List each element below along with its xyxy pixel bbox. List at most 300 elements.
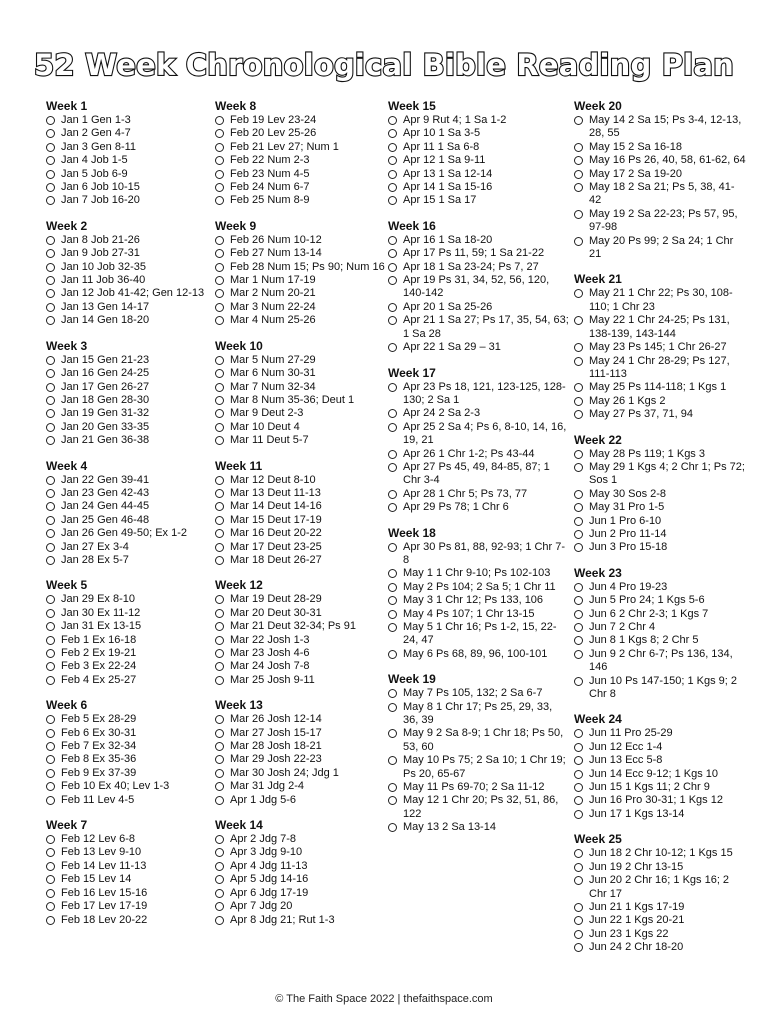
- reading-passage: Jdg 14-16: [259, 873, 309, 886]
- checkbox-circle-icon[interactable]: [46, 636, 55, 645]
- checkbox-circle-icon[interactable]: [574, 156, 583, 165]
- reading-passage: 1 Sa 29 – 31: [438, 341, 501, 354]
- reading-passage: Num 20-21: [261, 287, 316, 300]
- checkbox-circle-icon[interactable]: [388, 276, 397, 285]
- checkbox-circle-icon[interactable]: [46, 170, 55, 179]
- checkbox-circle-icon[interactable]: [574, 410, 583, 419]
- checkbox-circle-icon[interactable]: [574, 650, 583, 659]
- checkbox-circle-icon[interactable]: [388, 463, 397, 472]
- checkbox-circle-icon[interactable]: [46, 303, 55, 312]
- checkbox-circle-icon[interactable]: [388, 610, 397, 619]
- checkbox-circle-icon[interactable]: [574, 596, 583, 605]
- checkbox-circle-icon[interactable]: [46, 236, 55, 245]
- checkbox-circle-icon[interactable]: [215, 835, 224, 844]
- checkbox-circle-icon[interactable]: [46, 436, 55, 445]
- checkbox-circle-icon[interactable]: [46, 423, 55, 432]
- reading-passage: 2 Sa 16-18: [628, 140, 682, 153]
- checkbox-circle-icon[interactable]: [46, 595, 55, 604]
- checkbox-circle-icon[interactable]: [215, 396, 224, 405]
- week-block: [574, 433, 746, 555]
- week-block: [215, 99, 385, 208]
- checkbox-circle-icon[interactable]: [574, 170, 583, 179]
- checkbox-circle-icon[interactable]: [574, 357, 583, 366]
- reading-row: [388, 794, 570, 821]
- checkbox-circle-icon[interactable]: [574, 397, 583, 406]
- reading-date: Jun 15: [589, 781, 623, 794]
- reading-row: [215, 593, 385, 606]
- checkbox-circle-icon[interactable]: [46, 516, 55, 525]
- checkbox-circle-icon[interactable]: [215, 476, 224, 485]
- reading-passage: Num 13-14: [267, 247, 322, 260]
- checkbox-circle-icon[interactable]: [388, 689, 397, 698]
- reading-row: [215, 674, 385, 687]
- checkbox-circle-icon[interactable]: [388, 503, 397, 512]
- reading-date: May 19: [589, 207, 626, 220]
- reading-passage: 1 Sa 9-11: [438, 154, 486, 167]
- reading-passage: Ex 28-29: [92, 713, 137, 726]
- reading-passage: Jdg 20: [259, 900, 293, 913]
- reading-row: [574, 208, 746, 235]
- reading-row: [46, 261, 208, 274]
- checkbox-circle-icon[interactable]: [215, 529, 224, 538]
- reading-passage: 1 Sa 6-8: [437, 140, 480, 153]
- checkbox-circle-icon[interactable]: [388, 236, 397, 245]
- checkbox-circle-icon[interactable]: [46, 183, 55, 192]
- reading-row: [46, 767, 208, 780]
- checkbox-circle-icon[interactable]: [388, 569, 397, 578]
- checkbox-circle-icon[interactable]: [388, 143, 397, 152]
- week-block: [388, 526, 570, 662]
- column-4: [574, 99, 746, 966]
- checkbox-circle-icon[interactable]: [388, 650, 397, 659]
- reading-row: [388, 754, 570, 781]
- checkbox-circle-icon[interactable]: [46, 263, 55, 272]
- checkbox-circle-icon[interactable]: [215, 383, 224, 392]
- reading-date: Feb 3: [61, 660, 90, 673]
- checkbox-circle-icon[interactable]: [388, 170, 397, 179]
- checkbox-circle-icon[interactable]: [574, 543, 583, 552]
- checkbox-circle-icon[interactable]: [46, 476, 55, 485]
- reading-passage: Ecc 9-12; 1 Kgs 10: [625, 767, 719, 780]
- reading-date: May 21: [589, 287, 626, 300]
- reading-row: [388, 727, 570, 754]
- checkbox-circle-icon[interactable]: [574, 729, 583, 738]
- reading-passage: Deut 5-7: [266, 434, 309, 447]
- reading-row: [46, 887, 208, 900]
- checkbox-circle-icon[interactable]: [215, 316, 224, 325]
- checkbox-circle-icon[interactable]: [574, 756, 583, 765]
- checkbox-circle-icon[interactable]: [215, 516, 224, 525]
- checkbox-circle-icon[interactable]: [215, 276, 224, 285]
- reading-passage: Deut 30-31: [267, 606, 322, 619]
- checkbox-circle-icon[interactable]: [574, 930, 583, 939]
- reading-row: [574, 448, 746, 461]
- reading-date: Feb 23: [230, 167, 265, 180]
- reading-date: Apr 11: [403, 140, 435, 153]
- reading-passage: 2 Sa 2-3: [438, 407, 481, 420]
- checkbox-circle-icon[interactable]: [46, 196, 55, 205]
- reading-date: Feb 25: [230, 194, 265, 207]
- reading-row: [574, 408, 746, 421]
- reading-row: [46, 141, 208, 154]
- checkbox-circle-icon[interactable]: [215, 129, 224, 138]
- reading-date: Mar 30: [230, 766, 265, 779]
- reading-row: [215, 527, 385, 540]
- reading-date: Mar 15: [230, 513, 265, 526]
- checkbox-circle-icon[interactable]: [215, 715, 224, 724]
- checkbox-circle-icon[interactable]: [215, 409, 224, 418]
- reading-passage: 1 Sa 15-16: [438, 181, 493, 194]
- checkbox-circle-icon[interactable]: [215, 782, 224, 791]
- reading-date: Jun 8: [589, 634, 616, 647]
- checkbox-circle-icon[interactable]: [215, 769, 224, 778]
- checkbox-circle-icon[interactable]: [215, 848, 224, 857]
- reading-passage: Jdg 5-6: [259, 793, 297, 806]
- reading-passage: 2 Chr 4: [618, 621, 656, 633]
- reading-passage: Ps 114-118; 1 Kgs 1: [628, 381, 727, 394]
- checkbox-circle-icon[interactable]: [46, 143, 55, 152]
- reading-date: Feb 28: [230, 260, 265, 273]
- reading-row: [215, 181, 385, 194]
- reading-passage: Num 8-9: [267, 194, 310, 207]
- checkbox-circle-icon[interactable]: [388, 543, 397, 552]
- checkbox-circle-icon[interactable]: [388, 116, 397, 125]
- reading-row: [215, 487, 385, 500]
- checkbox-circle-icon[interactable]: [215, 143, 224, 152]
- reading-row: [215, 301, 385, 314]
- checkbox-circle-icon[interactable]: [574, 463, 583, 472]
- reading-row: [574, 621, 746, 634]
- checkbox-circle-icon[interactable]: [388, 796, 397, 805]
- checkbox-circle-icon[interactable]: [574, 530, 583, 539]
- reading-date: May 23: [589, 341, 626, 354]
- reading-passage: Deut 4: [267, 420, 300, 433]
- checkbox-circle-icon[interactable]: [215, 170, 224, 179]
- checkbox-circle-icon[interactable]: [388, 263, 397, 272]
- reading-row: [215, 287, 385, 300]
- week-block: [215, 219, 385, 328]
- checkbox-circle-icon[interactable]: [215, 423, 224, 432]
- checkbox-circle-icon[interactable]: [46, 383, 55, 392]
- reading-row: [215, 247, 385, 260]
- reading-date: Mar 11: [230, 434, 264, 447]
- checkbox-circle-icon[interactable]: [574, 903, 583, 912]
- checkbox-circle-icon[interactable]: [574, 490, 583, 499]
- checkbox-circle-icon[interactable]: [46, 369, 55, 378]
- reading-row: [388, 194, 570, 207]
- reading-row: [46, 514, 208, 527]
- reading-date: Jun 5: [589, 594, 616, 607]
- checkbox-circle-icon[interactable]: [215, 436, 224, 445]
- checkbox-circle-icon[interactable]: [215, 595, 224, 604]
- checkbox-circle-icon[interactable]: [46, 875, 55, 884]
- reading-date: May 6: [403, 647, 433, 660]
- reading-date: Apr 18: [403, 260, 436, 273]
- reading-row: [46, 554, 208, 567]
- reading-date: Apr 4: [230, 859, 257, 872]
- checkbox-circle-icon[interactable]: [388, 303, 397, 312]
- reading-passage: Pro 6-10: [618, 514, 662, 527]
- checkbox-circle-icon[interactable]: [215, 609, 224, 618]
- checkbox-circle-icon[interactable]: [574, 876, 583, 885]
- checkbox-circle-icon[interactable]: [215, 662, 224, 671]
- checkbox-circle-icon[interactable]: [46, 609, 55, 618]
- checkbox-circle-icon[interactable]: [46, 916, 55, 925]
- checkbox-circle-icon[interactable]: [215, 916, 224, 925]
- column-2: [215, 99, 385, 938]
- reading-date: Feb 16: [61, 886, 96, 899]
- checkbox-circle-icon[interactable]: [46, 769, 55, 778]
- checkbox-circle-icon[interactable]: [388, 423, 397, 432]
- checkbox-circle-icon[interactable]: [388, 783, 397, 792]
- checkbox-circle-icon[interactable]: [46, 396, 55, 405]
- checkbox-circle-icon[interactable]: [388, 729, 397, 738]
- checkbox-circle-icon[interactable]: [46, 796, 55, 805]
- checkbox-circle-icon[interactable]: [46, 862, 55, 871]
- checkbox-circle-icon[interactable]: [388, 490, 397, 499]
- checkbox-circle-icon[interactable]: [46, 742, 55, 751]
- checkbox-circle-icon[interactable]: [215, 263, 224, 272]
- checkbox-circle-icon[interactable]: [46, 662, 55, 671]
- checkbox-circle-icon[interactable]: [574, 517, 583, 526]
- checkbox-circle-icon[interactable]: [215, 889, 224, 898]
- reading-date: Mar 19: [230, 593, 265, 606]
- reading-date: Jun 7: [589, 621, 616, 633]
- checkbox-circle-icon[interactable]: [46, 649, 55, 658]
- reading-date: Mar 1: [230, 274, 259, 287]
- reading-passage: Ps 104; 2 Sa 5; 1 Chr 11: [436, 580, 556, 593]
- checkbox-circle-icon[interactable]: [46, 289, 55, 298]
- reading-row: [388, 154, 570, 167]
- reading-passage: 1 Sa 25-26: [438, 300, 493, 313]
- checkbox-circle-icon[interactable]: [46, 755, 55, 764]
- reading-date: Apr 16: [403, 233, 436, 246]
- reading-date: Mar 13: [230, 486, 265, 499]
- reading-passage: 2 Sa 4; Ps 6, 8-10, 14, 16, 19, 21: [403, 420, 567, 447]
- checkbox-circle-icon[interactable]: [574, 863, 583, 872]
- checkbox-circle-icon[interactable]: [215, 356, 224, 365]
- checkbox-circle-icon[interactable]: [574, 623, 583, 632]
- checkbox-circle-icon[interactable]: [46, 489, 55, 498]
- checkbox-circle-icon[interactable]: [574, 810, 583, 819]
- checkbox-circle-icon[interactable]: [215, 502, 224, 511]
- checkbox-circle-icon[interactable]: [46, 782, 55, 791]
- reading-passage: Pro 1-5: [628, 501, 665, 514]
- reading-row: [215, 914, 385, 927]
- reading-date: Jun 14: [589, 767, 623, 780]
- reading-date: Feb 13: [61, 846, 96, 859]
- reading-date: Jun 10: [589, 674, 623, 687]
- checkbox-circle-icon[interactable]: [46, 715, 55, 724]
- checkbox-circle-icon[interactable]: [215, 543, 224, 552]
- checkbox-circle-icon[interactable]: [215, 156, 224, 165]
- checkbox-circle-icon[interactable]: [574, 583, 583, 592]
- checkbox-circle-icon[interactable]: [574, 237, 583, 246]
- checkbox-circle-icon[interactable]: [388, 316, 397, 325]
- checkbox-circle-icon[interactable]: [46, 356, 55, 365]
- reading-date: Jan 27: [61, 540, 95, 553]
- checkbox-circle-icon[interactable]: [574, 849, 583, 858]
- reading-passage: Lev 15-16: [98, 886, 148, 899]
- checkbox-circle-icon[interactable]: [215, 636, 224, 645]
- checkbox-circle-icon[interactable]: [574, 636, 583, 645]
- reading-date: Feb 14: [61, 859, 96, 872]
- checkbox-circle-icon[interactable]: [46, 889, 55, 898]
- reading-date: Feb 1: [61, 633, 90, 646]
- reading-row: [215, 381, 385, 394]
- checkbox-circle-icon[interactable]: [574, 289, 583, 298]
- checkbox-circle-icon[interactable]: [388, 596, 397, 605]
- checkbox-circle-icon[interactable]: [46, 676, 55, 685]
- reading-row: [574, 154, 746, 167]
- reading-passage: Ex 19-21: [92, 647, 137, 659]
- checkbox-circle-icon[interactable]: [46, 116, 55, 125]
- reading-date: Apr 24: [403, 407, 436, 420]
- checkbox-circle-icon[interactable]: [215, 183, 224, 192]
- checkbox-circle-icon[interactable]: [215, 729, 224, 738]
- checkbox-circle-icon[interactable]: [46, 529, 55, 538]
- week-block: [574, 712, 746, 821]
- checkbox-circle-icon[interactable]: [46, 556, 55, 565]
- checkbox-circle-icon[interactable]: [46, 729, 55, 738]
- reading-date: Jun 11: [589, 727, 622, 740]
- checkbox-circle-icon[interactable]: [574, 796, 583, 805]
- checkbox-circle-icon[interactable]: [574, 143, 583, 152]
- week-heading: Week 22: [574, 432, 622, 447]
- checkbox-circle-icon[interactable]: [574, 503, 583, 512]
- reading-date: Jan 1: [61, 114, 88, 126]
- checkbox-circle-icon[interactable]: [215, 289, 224, 298]
- checkbox-circle-icon[interactable]: [46, 835, 55, 844]
- reading-date: May 29: [589, 460, 626, 473]
- checkbox-circle-icon[interactable]: [215, 369, 224, 378]
- checkbox-circle-icon[interactable]: [574, 770, 583, 779]
- checkbox-circle-icon[interactable]: [388, 409, 397, 418]
- checkbox-circle-icon[interactable]: [215, 116, 224, 125]
- reading-row: [46, 287, 208, 300]
- checkbox-circle-icon[interactable]: [215, 649, 224, 658]
- reading-row: [574, 727, 746, 740]
- checkbox-circle-icon[interactable]: [215, 236, 224, 245]
- reading-passage: 1 Chr 5; Ps 73, 77: [438, 487, 528, 500]
- checkbox-circle-icon[interactable]: [46, 409, 55, 418]
- checkbox-circle-icon[interactable]: [215, 489, 224, 498]
- checkbox-circle-icon[interactable]: [46, 543, 55, 552]
- checkbox-circle-icon[interactable]: [46, 902, 55, 911]
- reading-row: [215, 394, 385, 407]
- checkbox-circle-icon[interactable]: [388, 623, 397, 632]
- reading-date: Apr 23: [403, 380, 436, 393]
- checkbox-circle-icon[interactable]: [46, 502, 55, 511]
- checkbox-circle-icon[interactable]: [574, 610, 583, 619]
- checkbox-circle-icon[interactable]: [388, 703, 397, 712]
- page-title: 52 Week Chronological Bible Reading Plan: [34, 48, 734, 82]
- reading-passage: Pro 15-18: [618, 541, 668, 554]
- reading-passage: Gen 44-45: [97, 500, 150, 513]
- checkbox-circle-icon[interactable]: [215, 875, 224, 884]
- checkbox-circle-icon[interactable]: [215, 556, 224, 565]
- reading-row: [46, 727, 208, 740]
- checkbox-circle-icon[interactable]: [215, 796, 224, 805]
- checkbox-circle-icon[interactable]: [46, 129, 55, 138]
- checkbox-circle-icon[interactable]: [574, 316, 583, 325]
- checkbox-circle-icon[interactable]: [215, 196, 224, 205]
- reading-passage: 1 Sa 23-24; Ps 7, 27: [438, 260, 539, 273]
- checkbox-circle-icon[interactable]: [574, 450, 583, 459]
- checkbox-circle-icon[interactable]: [388, 196, 397, 205]
- reading-passage: Josh 15-17: [267, 726, 322, 739]
- checkbox-circle-icon[interactable]: [388, 823, 397, 832]
- reading-row: [215, 141, 385, 154]
- reading-passage: Gen 8-11: [90, 140, 137, 153]
- reading-row: [215, 114, 385, 127]
- checkbox-circle-icon[interactable]: [388, 249, 397, 258]
- reading-date: Mar 10: [230, 420, 265, 433]
- checkbox-circle-icon[interactable]: [574, 183, 583, 192]
- checkbox-circle-icon[interactable]: [215, 303, 224, 312]
- reading-passage: Lev 9-10: [98, 846, 142, 859]
- reading-passage: Ex 22-24: [92, 660, 137, 673]
- checkbox-circle-icon[interactable]: [388, 583, 397, 592]
- reading-row: [574, 461, 746, 488]
- checkbox-circle-icon[interactable]: [46, 848, 55, 857]
- checkbox-circle-icon[interactable]: [574, 743, 583, 752]
- checkbox-circle-icon[interactable]: [46, 249, 55, 258]
- checkbox-circle-icon[interactable]: [388, 129, 397, 138]
- reading-row: [46, 154, 208, 167]
- reading-date: Feb 4: [61, 673, 90, 686]
- checkbox-circle-icon[interactable]: [574, 916, 583, 925]
- reading-row: [574, 141, 746, 154]
- reading-row: [574, 541, 746, 554]
- checkbox-circle-icon[interactable]: [574, 943, 583, 952]
- reading-date: Jan 19: [61, 407, 95, 420]
- reading-row: [215, 887, 385, 900]
- checkbox-circle-icon[interactable]: [574, 343, 583, 352]
- reading-passage: 2 Chr 6-7; Ps 136, 134, 146: [589, 647, 733, 674]
- reading-date: May 7: [403, 687, 433, 700]
- checkbox-circle-icon[interactable]: [574, 677, 583, 686]
- checkbox-circle-icon[interactable]: [215, 862, 224, 871]
- checkbox-circle-icon[interactable]: [388, 383, 397, 392]
- checkbox-circle-icon[interactable]: [215, 249, 224, 258]
- checkbox-circle-icon[interactable]: [46, 276, 55, 285]
- checkbox-circle-icon[interactable]: [215, 676, 224, 685]
- reading-passage: Gen 26-27: [97, 380, 150, 393]
- checkbox-circle-icon[interactable]: [215, 902, 224, 911]
- checkbox-circle-icon[interactable]: [388, 183, 397, 192]
- reading-date: Jan 22: [61, 473, 95, 486]
- reading-row: [215, 367, 385, 380]
- reading-row: [574, 754, 746, 767]
- checkbox-circle-icon[interactable]: [574, 383, 583, 392]
- checkbox-circle-icon[interactable]: [215, 622, 224, 631]
- reading-passage: Ps 11, 59; 1 Sa 21-22: [438, 247, 545, 260]
- checkbox-circle-icon[interactable]: [574, 116, 583, 125]
- checkbox-circle-icon[interactable]: [46, 156, 55, 165]
- checkbox-circle-icon[interactable]: [388, 156, 397, 165]
- reading-passage: Jdg 2-4: [267, 780, 305, 793]
- checkbox-circle-icon[interactable]: [574, 783, 583, 792]
- checkbox-circle-icon[interactable]: [215, 742, 224, 751]
- checkbox-circle-icon[interactable]: [46, 316, 55, 325]
- checkbox-circle-icon[interactable]: [388, 343, 397, 352]
- checkbox-circle-icon[interactable]: [388, 756, 397, 765]
- checkbox-circle-icon[interactable]: [574, 210, 583, 219]
- checkbox-circle-icon[interactable]: [388, 450, 397, 459]
- checkbox-circle-icon[interactable]: [215, 755, 224, 764]
- checkbox-circle-icon[interactable]: [46, 622, 55, 631]
